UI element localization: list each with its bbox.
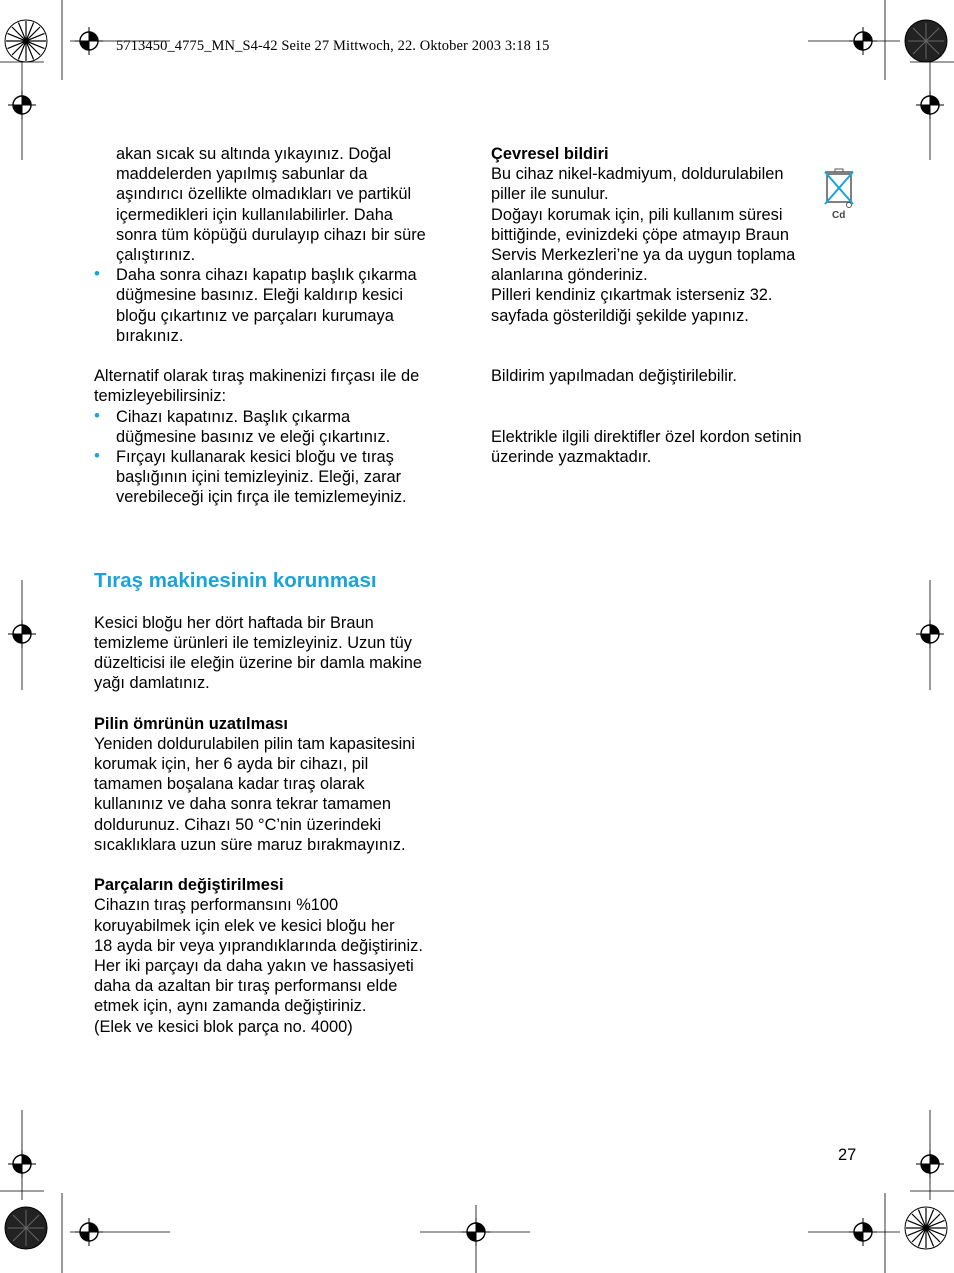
color-wheel-icon [5, 20, 47, 62]
battery-title: Pilin ömrünün uzatılması [94, 714, 288, 733]
section-heading: Tıraş makinesinin korunması [94, 568, 377, 592]
page-number: 27 [838, 1146, 857, 1164]
list-item: • Daha sonra cihazı kapatıp başlık çıkarma düğmesine basınız. Eleği kaldırıp kesici bloğu çıkartınız ve parçaları kurumaya bırakınız. [94, 264, 417, 345]
left-column [94, 144, 464, 1037]
care-paragraph: Kesici bloğu her dört haftada bir Braun temizleme ürünleri ile temizleyiniz. Uzun tüy düzelticisi ile eleğin üzerine bir damla makine yağı damlatınız. [94, 613, 422, 693]
directive-paragraph: Elektrikle ilgili direktifler özel kordon setinin üzerinde yazmaktadır. [491, 427, 802, 467]
color-wheel-icon [5, 1207, 47, 1249]
env-title: Çevresel bildiri [491, 145, 609, 163]
intro-paragraph: akan sıcak su altında yıkayınız. Doğal maddelerden yapılmış sabunlar da aşındırıcı özellikte olmadıkları ve partikül içermedikleri için kullanılabilirler. Daha sonra tüm köpüğü durulayıp cihazı bir süre çalıştırınız. [116, 145, 426, 265]
print-slug: 5713450_4775_MN_S4-42 Seite 27 Mittwoch, 22. Oktober 2003 3:18 15 [116, 38, 550, 54]
env-paragraph: Bu cihaz nikel-kadmiyum, doldurulabilen piller ile sunulur. Doğayı korumak için, pili kullanım süresi bittiğinde, evinizdeki çöpe atmayıp Braun Servis Merkezleri’ne ya da uygun toplama alanlarına gönderiniz. Pilleri kendiniz çıkartmak isterseniz 32. sayfada gösterildiği şekilde yapınız. [491, 165, 796, 325]
parts-title: Parçaların değiştirilmesi [94, 876, 284, 895]
alt-paragraph-line: temizleyebilirsiniz: [94, 387, 227, 406]
alt-paragraph-line: Alternatif olarak tıraş makinenizi fırçası ile de [94, 367, 420, 386]
battery-paragraph: Yeniden doldurulabilen pilin tam kapasitesini korumak için, her 6 ayda bir cihazı, pil tamamen boşalana kadar tıraş olarak kullanınız ve daha sonra tekrar tamamen doldurunuz. Cihazı 50 °C’nin üzerindeki sıcaklıklara uzun süre maruz bırakmayınız. [94, 734, 416, 854]
color-wheel-icon [905, 20, 947, 62]
bin-icon-label: Cd [832, 210, 846, 221]
parts-paragraph: Cihazın tıraş performansını %100 koruyabilmek için elek ve kesici bloğu her 18 ayda bir veya yıprandıklarında değiştiriniz. Her iki parçayı da daha yakın ve hassasiyeti daha da azaltan bir tıraş performansı elde etmek için, aynı zamanda değiştiriniz. (Elek ve kesici blok parça no. 4000) [94, 896, 423, 1036]
crossed-bin-icon [822, 166, 858, 222]
notice-text: Bildirim yapılmadan değiştirilebilir. [491, 367, 737, 386]
color-wheel-icon [905, 1207, 947, 1249]
bullet-list [94, 265, 464, 346]
list-item: • Cihazı kapatınız. Başlık çıkarma düğmesine basınız ve eleği çıkartınız. [94, 405, 391, 446]
bullet-icon: • [94, 446, 100, 466]
bullet-icon: • [94, 264, 100, 284]
bullet-icon: • [94, 405, 100, 425]
list-item: • Fırçayı kullanarak kesici bloğu ve tıraş başlığının içini temizleyiniz. Eleği, zarar verebileceği için fırça ile temizlemeyiniz. [94, 446, 407, 507]
bullet-list [94, 407, 464, 508]
right-column [491, 144, 846, 467]
